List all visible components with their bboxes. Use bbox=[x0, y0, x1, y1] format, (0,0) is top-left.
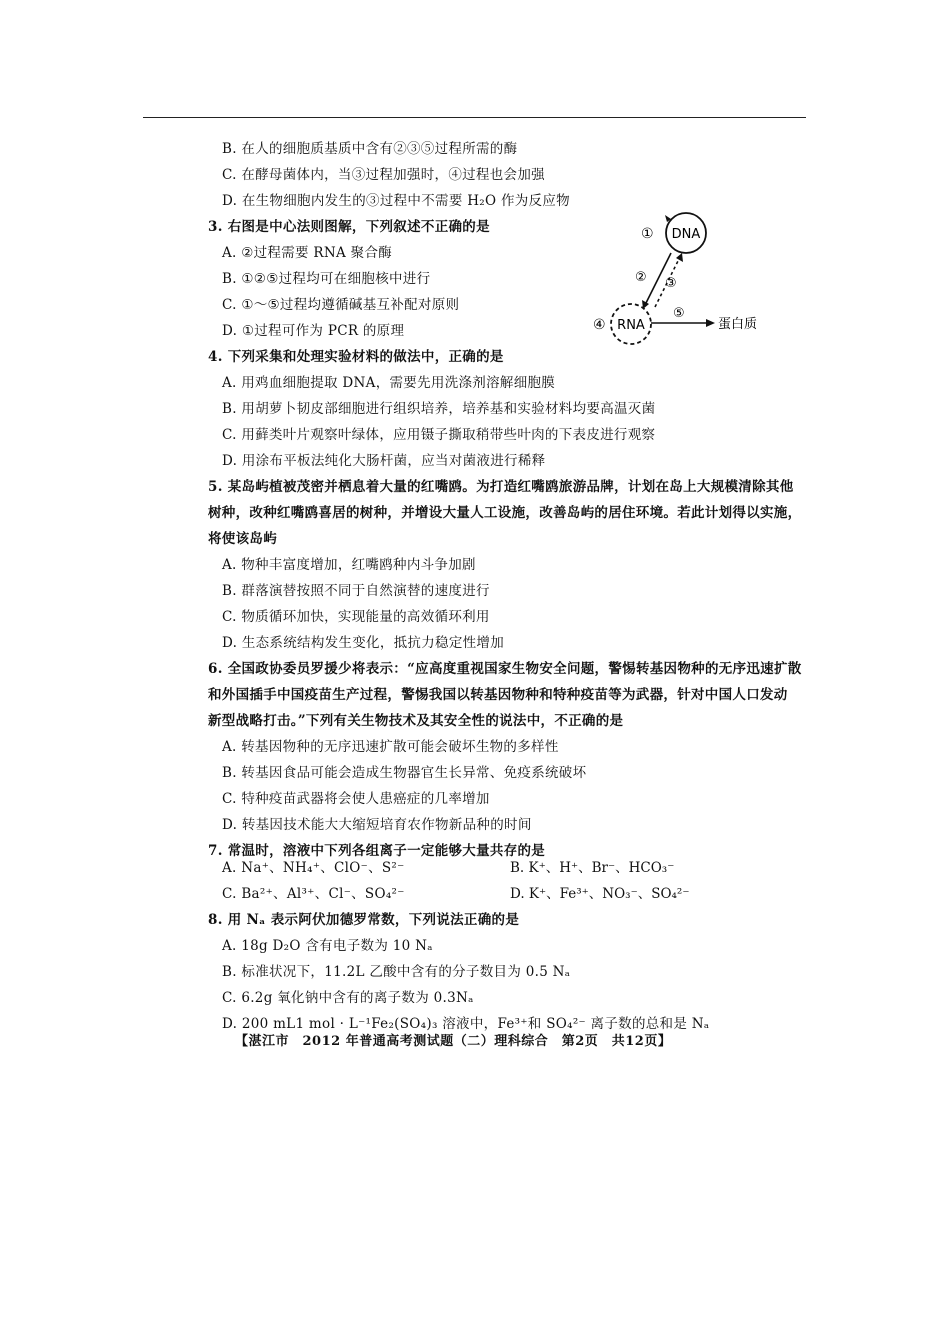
option-7d: D. K⁺、Fe³⁺、NO₃⁻、SO₄²⁻ bbox=[510, 886, 690, 902]
option-7b: B. K⁺、H⁺、Br⁻、HCO₃⁻ bbox=[510, 860, 675, 876]
answer-option: B. ①②⑤过程均可在细胞核中进行 bbox=[222, 271, 431, 287]
question-stem: 3. 右图是中心法则图解，下列叙述不正确的是 bbox=[208, 219, 490, 235]
answer-option: D. 转基因技术能大大缩短培育农作物新品种的时间 bbox=[222, 817, 532, 833]
answer-option: B. 转基因食品可能会造成生物器官生长异常、免疫系统破坏 bbox=[222, 765, 587, 781]
label-3: ③ bbox=[665, 276, 677, 291]
answer-option: D. 生态系统结构发生变化，抵抗力稳定性增加 bbox=[222, 635, 505, 651]
answer-option: A. 物种丰富度增加，红嘴鸥种内斗争加剧 bbox=[222, 557, 476, 573]
question-stem: 7. 常温时，溶液中下列各组离子一定能够大量共存的是 bbox=[208, 843, 546, 859]
label-2: ② bbox=[635, 270, 647, 285]
answer-option: B. 用胡萝卜韧皮部细胞进行组织培养，培养基和实验材料均要高温灭菌 bbox=[222, 401, 656, 417]
answer-option: C. Ba²⁺、Al³⁺、Cl⁻、SO₄²⁻ bbox=[222, 886, 405, 902]
label-5: ⑤ bbox=[673, 306, 685, 321]
answer-option: D. 在生物细胞内发生的③过程中不需要 H₂O 作为反应物 bbox=[222, 193, 570, 209]
question-stem: 8. 用 Nₐ 表示阿伏加德罗常数，下列说法正确的是 bbox=[208, 912, 520, 928]
page-footer: 【湛江市 2012 年普通高考测试题（二）理科综合 第2页 共12页】 bbox=[235, 1034, 672, 1049]
question-stem: 5. 某岛屿植被茂密并栖息着大量的红嘴鸥。为打造红嘴鸥旅游品牌，计划在岛上大规模清除其他 bbox=[208, 479, 794, 495]
question-stem: 和外国插手中国疫苗生产过程，警惕我国以转基因物种和特种疫苗等为武器，针对中国人口发动 bbox=[208, 687, 788, 703]
answer-option: D. 用涂布平板法纯化大肠杆菌，应当对菌液进行稀释 bbox=[222, 453, 546, 469]
question-stem: 新型战略打击。”下列有关生物技术及其安全性的说法中，不正确的是 bbox=[208, 713, 624, 729]
answer-option: A. 用鸡血细胞提取 DNA，需要先用洗涤剂溶解细胞膜 bbox=[222, 375, 556, 391]
protein-label: 蛋白质 bbox=[718, 317, 758, 332]
answer-option: B. 群落演替按照不同于自然演替的速度进行 bbox=[222, 583, 490, 599]
question-stem: 将使该岛屿 bbox=[208, 531, 277, 547]
question-stem: 树种，改种红嘴鸥喜居的树种，并增设大量人工设施，改善岛屿的居住环境。若此计划得以实施， bbox=[208, 505, 802, 521]
dna-label: DNA bbox=[671, 227, 701, 242]
answer-option: D. ①过程可作为 PCR 的原理 bbox=[222, 323, 405, 339]
arrowhead-5 bbox=[706, 319, 715, 327]
answer-option: A. 转基因物种的无序迅速扩散可能会破坏生物的多样性 bbox=[222, 739, 559, 755]
label-1: ① bbox=[641, 226, 654, 242]
answer-option: C. 在酵母菌体内，当③过程加强时，④过程也会加强 bbox=[222, 167, 545, 183]
answer-option: C. 用藓类叶片观察叶绿体，应用镊子撕取稍带些叶肉的下表皮进行观察 bbox=[222, 427, 656, 443]
arrowhead-3 bbox=[676, 253, 683, 262]
label-4: ④ bbox=[593, 317, 606, 333]
answer-option: C. 物质循环加快，实现能量的高效循环利用 bbox=[222, 609, 490, 625]
answer-option: A. Na⁺、NH₄⁺、ClO⁻、S²⁻ bbox=[222, 860, 405, 876]
answer-option: B. 在人的细胞质基质中含有②③⑤过程所需的酶 bbox=[222, 141, 518, 157]
answer-option: C. ①～⑤过程均遵循碱基互补配对原则 bbox=[222, 297, 460, 313]
rna-label: RNA bbox=[617, 318, 645, 333]
central-dogma-diagram bbox=[585, 205, 775, 355]
answer-option: B. 标准状况下，11.2L 乙酸中含有的分子数目为 0.5 Nₐ bbox=[222, 964, 571, 980]
answer-option: D. 200 mL1 mol · L⁻¹Fe₂(SO₄)₃ 溶液中，Fe³⁺和 SO₄²⁻ 离子数的总和是 Nₐ bbox=[222, 1016, 710, 1032]
answer-option: C. 特种疫苗武器将会使人患癌症的几率增加 bbox=[222, 791, 490, 807]
question-stem: 4. 下列采集和处理实验材料的做法中，正确的是 bbox=[208, 349, 504, 365]
answer-option: C. 6.2g 氧化钠中含有的离子数为 0.3Nₐ bbox=[222, 990, 474, 1006]
answer-option: A. 18g D₂O 含有电子数为 10 Nₐ bbox=[222, 938, 433, 954]
answer-option: A. ②过程需要 RNA 聚合酶 bbox=[222, 245, 393, 261]
question-stem: 6. 全国政协委员罗援少将表示：“应高度重视国家生物安全问题，警惕转基因物种的无序迅速扩散 bbox=[208, 661, 802, 677]
header-rule bbox=[143, 117, 806, 118]
